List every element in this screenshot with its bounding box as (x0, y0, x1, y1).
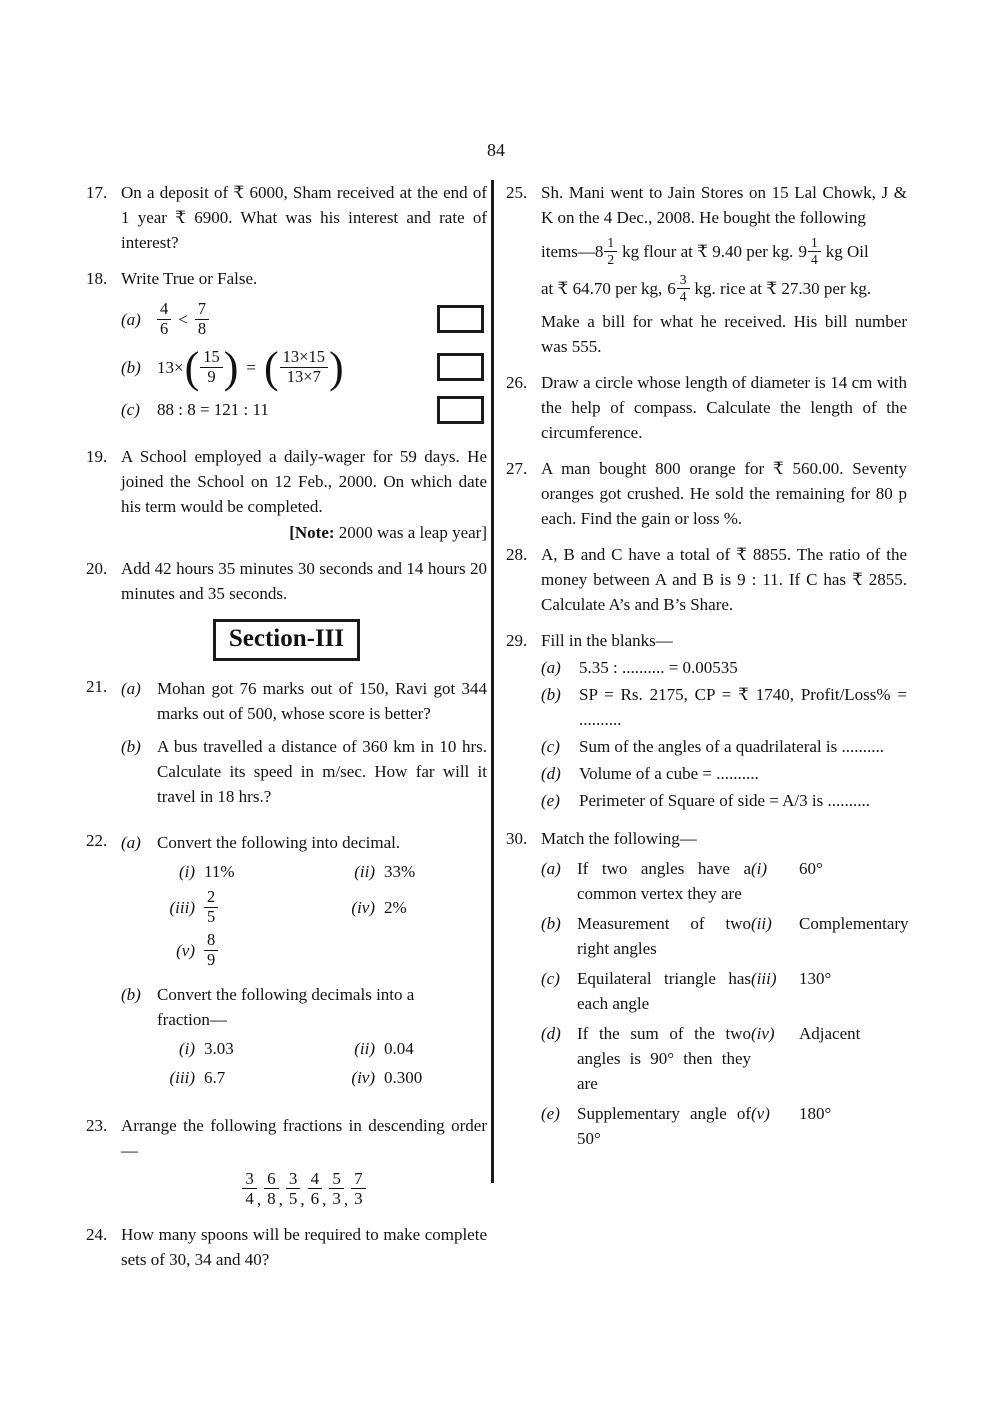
equals-symbol: = (246, 357, 256, 377)
question-number: 27. (506, 459, 528, 479)
part-title-line1: Convert the following decimals into a (157, 984, 415, 1004)
match-statement: Measurement of two right angles (577, 914, 751, 959)
question-number: 30. (506, 829, 528, 849)
option (149, 1065, 329, 1090)
q22b-options (149, 1036, 487, 1090)
fraction-numerator: 3 (677, 272, 690, 289)
option-value: 33% (384, 861, 416, 881)
fraction-denominator: 9 (207, 949, 216, 969)
question-number: 22. (86, 830, 108, 850)
match-row (541, 1101, 907, 1151)
fraction-denominator: 4 (679, 288, 687, 304)
option-label: (i) (178, 861, 195, 881)
question-27 (506, 456, 907, 531)
option-label: (iii) (169, 1067, 195, 1087)
fraction (204, 888, 218, 927)
option-row (149, 931, 487, 970)
fraction (195, 300, 209, 339)
fraction (677, 272, 690, 304)
q25-items-line (541, 235, 907, 267)
fraction-denominator: 5 (288, 1189, 298, 1209)
match-option-label: (i) (751, 859, 768, 879)
option-value: 6.7 (204, 1067, 226, 1087)
item-text: Sum of the angles of a quadrilateral is .......... (579, 737, 884, 757)
option-label: (v) (176, 940, 195, 960)
match-option-label: (v) (751, 1104, 770, 1124)
match-option: Adjacent (799, 1024, 861, 1044)
item-label: (e) (541, 791, 560, 811)
item-label: (c) (121, 400, 140, 420)
question-26 (506, 370, 907, 445)
q25-rice-line (541, 272, 907, 304)
option-row (149, 859, 487, 884)
answer-box (437, 305, 484, 333)
item-label: (d) (541, 1024, 561, 1044)
fraction-numerator: 7 (351, 1169, 366, 1190)
item-label: (b) (541, 914, 561, 934)
comma: , (278, 1189, 283, 1209)
part-title: Convert the following into decimal. (157, 832, 401, 852)
item-text: 5.35 : .......... = 0.00535 (579, 658, 738, 678)
question-28 (506, 542, 907, 617)
option-label: (ii) (354, 861, 375, 881)
mixed-fraction (667, 272, 689, 304)
option (329, 895, 407, 920)
option (149, 931, 329, 970)
fill-item (541, 734, 907, 759)
fraction-denominator: 9 (207, 366, 216, 386)
question-number: 18. (86, 269, 108, 288)
question-text: A School employed a daily-wager for 59 days. He joined the School on 12 Feb., 2000. On which date his term would be completed. (121, 446, 487, 516)
right-column (506, 180, 907, 1167)
question-number: 23. (86, 1115, 108, 1135)
fraction-numerator: 8 (204, 931, 218, 951)
fraction-numerator: 4 (157, 300, 171, 320)
text-segment: kg flour at ₹ 9.40 per kg. (622, 241, 794, 261)
item-label: (b) (121, 357, 141, 377)
option (329, 1065, 422, 1090)
q21-item-b (121, 734, 487, 809)
item-label: (a) (541, 859, 561, 879)
item-label: (c) (541, 737, 560, 757)
open-paren: ( (264, 342, 279, 392)
fraction-denominator: 2 (607, 251, 615, 267)
question-text: Write True or False. (121, 269, 258, 288)
question-text: A man bought 800 orange for ₹ 560.00. Seventy oranges got crushed. He sold the remaining for 80 p each. Find the gain or loss %. (541, 459, 907, 529)
fraction (280, 348, 328, 387)
left-column (86, 180, 487, 1283)
option (329, 1036, 414, 1061)
fraction-numerator: 3 (242, 1169, 257, 1190)
option-value: 3.03 (204, 1038, 234, 1058)
match-row (541, 856, 907, 906)
math-statement: 88 : 8 = 121 : 11 (157, 400, 269, 420)
question-number: 19. (86, 446, 108, 466)
fraction-numerator: 13×15 (280, 348, 328, 368)
comma: , (322, 1189, 327, 1209)
fraction (264, 1169, 279, 1209)
question-number: 28. (506, 545, 528, 565)
note-label: [Note: (289, 522, 335, 542)
mixed-fraction (798, 235, 820, 267)
match-statement: Supplementary angle of 50° (577, 1104, 751, 1149)
question-text: Add 42 hours 35 minutes 30 seconds and 14 hours 20 minutes and 35 seconds. (121, 558, 487, 603)
item-label: (a) (121, 309, 141, 329)
fraction (200, 348, 223, 387)
match-option: 60° (799, 859, 823, 879)
match-statement: If the sum of the two angles is 90° then they are (577, 1024, 751, 1094)
item-text: SP = Rs. 2175, CP = ₹ 1740, Profit/Loss% = .......... (579, 685, 907, 730)
relation-symbol: < (178, 309, 188, 329)
match-option: 180° (799, 1104, 832, 1124)
option-value: 2% (384, 897, 407, 917)
question-text: Fill in the blanks— (541, 631, 673, 651)
fraction (329, 1169, 344, 1209)
question-25 (506, 180, 907, 359)
question-number: 26. (506, 373, 528, 393)
fraction-denominator: 6 (310, 1189, 320, 1209)
match-option-label: (iii) (751, 969, 777, 989)
fraction-denominator: 4 (245, 1189, 254, 1209)
close-paren: ) (328, 342, 344, 392)
fraction (308, 1169, 323, 1209)
q22-part-b (121, 982, 487, 1094)
mixed-fraction (595, 235, 617, 267)
text-segment: items— (541, 241, 595, 261)
option-row (149, 1065, 487, 1090)
fraction-numerator: 15 (200, 348, 223, 368)
item-text: A bus travelled a distance of 360 km in 10 hrs. Calculate its speed in m/sec. How far will it travel in 18 hrs.? (157, 736, 487, 806)
option-label: (iv) (351, 1067, 375, 1087)
option-label: (i) (178, 1038, 195, 1058)
fraction-numerator: 4 (308, 1169, 323, 1190)
question-number: 20. (86, 558, 108, 578)
fraction (351, 1169, 366, 1209)
item-text: Perimeter of Square of side = A/3 is .......... (579, 791, 870, 811)
question-text: A, B and C have a total of ₹ 8855. The ratio of the money between A and B is 9 : 11. If C has ₹ 2855. Calculate A’s and B’s Share. (541, 545, 907, 615)
q21-item-a (121, 676, 487, 726)
option-label: (iii) (169, 897, 195, 917)
fill-item (541, 682, 907, 732)
text-segment: kg. rice at ₹ 27.30 per kg. (694, 278, 872, 298)
item-label: (c) (541, 969, 560, 989)
question-23 (86, 1113, 487, 1211)
page-number: 84 (487, 140, 505, 160)
match-option-label: (iv) (751, 1024, 775, 1044)
match-row (541, 966, 907, 1016)
fraction (157, 300, 171, 339)
fraction-denominator: 6 (160, 318, 169, 338)
option-value: 0.04 (384, 1038, 414, 1058)
fraction-denominator: 3 (332, 1189, 341, 1209)
open-paren: ( (184, 342, 200, 392)
fraction (204, 931, 218, 970)
fraction-numerator: 1 (604, 235, 617, 252)
fraction (286, 1169, 301, 1209)
match-option-label: (ii) (751, 914, 772, 934)
close-paren: ) (223, 342, 239, 392)
option-row (149, 888, 487, 927)
comma: , (256, 1189, 262, 1209)
question-text: Make a bill for what he received. His bill number was 555. (541, 312, 907, 357)
item-label: (e) (541, 1104, 560, 1124)
match-option: Complementary (799, 914, 909, 934)
item-label: (a) (121, 832, 141, 852)
question-text: Arrange the following fractions in descending order— (121, 1115, 487, 1160)
option-value: 11% (204, 861, 235, 881)
question-18 (86, 266, 487, 433)
question-21 (86, 674, 487, 817)
fraction-denominator: 13×7 (286, 366, 321, 386)
fill-item (541, 655, 907, 680)
fraction-denominator: 8 (267, 1189, 276, 1209)
question-number: 17. (86, 183, 108, 202)
question-text: Sh. Mani went to Jain Stores on 15 Lal Chowk, J & K on the 4 Dec., 2008. He bought the following (541, 183, 907, 227)
fraction-numerator: 1 (808, 235, 821, 252)
question-text: On a deposit of ₹ 6000, Sham received at the end of 1 year ₹ 6900. What was his interest and rate of interest? (121, 183, 487, 252)
question-text: How many spoons will be required to make complete sets of 30, 34 and 40? (121, 1224, 487, 1269)
fill-item (541, 761, 907, 786)
answer-box (437, 396, 484, 424)
match-statement: Equilateral triangle has each angle (577, 969, 751, 1014)
option (149, 888, 329, 927)
question-20 (86, 556, 487, 606)
whole-number: 9 (798, 241, 807, 261)
item-label: (b) (121, 736, 141, 756)
question-17 (86, 180, 487, 255)
q18-item-a (121, 300, 487, 339)
fraction-numerator: 3 (286, 1169, 301, 1190)
match-row (541, 911, 907, 961)
option-value: 0.300 (384, 1067, 423, 1087)
note-line (121, 520, 487, 545)
item-label: (a) (541, 658, 561, 678)
q22a-options (149, 859, 487, 970)
fraction-denominator: 4 (810, 251, 818, 267)
option-label: (ii) (354, 1038, 375, 1058)
part-title-line2: fraction— (157, 1009, 227, 1029)
match-row (541, 1021, 907, 1096)
fraction-denominator: 5 (207, 906, 216, 926)
option (149, 1036, 329, 1061)
option (149, 859, 329, 884)
fraction-denominator: 3 (354, 1189, 363, 1209)
item-label: (a) (121, 678, 141, 698)
note-text: 2000 was a leap year] (334, 522, 487, 542)
question-number: 21. (86, 676, 108, 696)
question-24 (86, 1222, 487, 1272)
option-label: (iv) (351, 897, 375, 917)
q18-item-c (121, 396, 487, 424)
comma: , (343, 1189, 349, 1209)
option-row (149, 1036, 487, 1061)
section-heading: Section-III (213, 619, 360, 661)
fraction-denominator: 8 (197, 318, 207, 338)
math-term: 13× (157, 357, 184, 377)
text-segment: at ₹ 64.70 per kg, (541, 278, 663, 298)
q22-part-a (121, 830, 487, 974)
fraction-series (121, 1169, 487, 1209)
question-29 (506, 628, 907, 815)
question-text: Match the following— (541, 829, 697, 849)
whole-number: 6 (667, 278, 676, 298)
fill-item (541, 788, 907, 813)
question-number: 29. (506, 631, 528, 651)
fraction (604, 235, 617, 267)
match-option: 130° (799, 969, 832, 989)
item-text: Mohan got 76 marks out of 150, Ravi got 344 marks out of 500, whose score is better? (157, 678, 487, 723)
question-22 (86, 828, 487, 1102)
item-label: (b) (541, 685, 561, 705)
item-label: (b) (121, 984, 141, 1004)
question-30 (506, 826, 907, 1156)
match-statement: If two angles have a common vertex they are (577, 859, 751, 904)
fraction-numerator: 2 (204, 888, 218, 908)
question-number: 25. (506, 183, 528, 202)
answer-box (437, 353, 484, 381)
question-text: Draw a circle whose length of diameter is 14 cm with the help of compass. Calculate the length of the circumference. (541, 373, 907, 443)
q18-item-b (121, 342, 487, 392)
item-label: (d) (541, 764, 561, 784)
option (329, 859, 415, 884)
fraction-numerator: 6 (264, 1169, 279, 1190)
whole-number: 8 (594, 241, 604, 261)
question-19 (86, 444, 487, 545)
column-divider-rule (491, 180, 494, 1183)
comma: , (300, 1189, 305, 1209)
item-text: Volume of a cube = .......... (579, 764, 759, 784)
text-segment: kg Oil (825, 241, 869, 261)
question-number: 24. (86, 1224, 108, 1244)
fraction-numerator: 7 (195, 300, 209, 320)
fraction (242, 1169, 257, 1209)
fraction-numerator: 5 (329, 1169, 344, 1190)
fraction (808, 235, 821, 267)
